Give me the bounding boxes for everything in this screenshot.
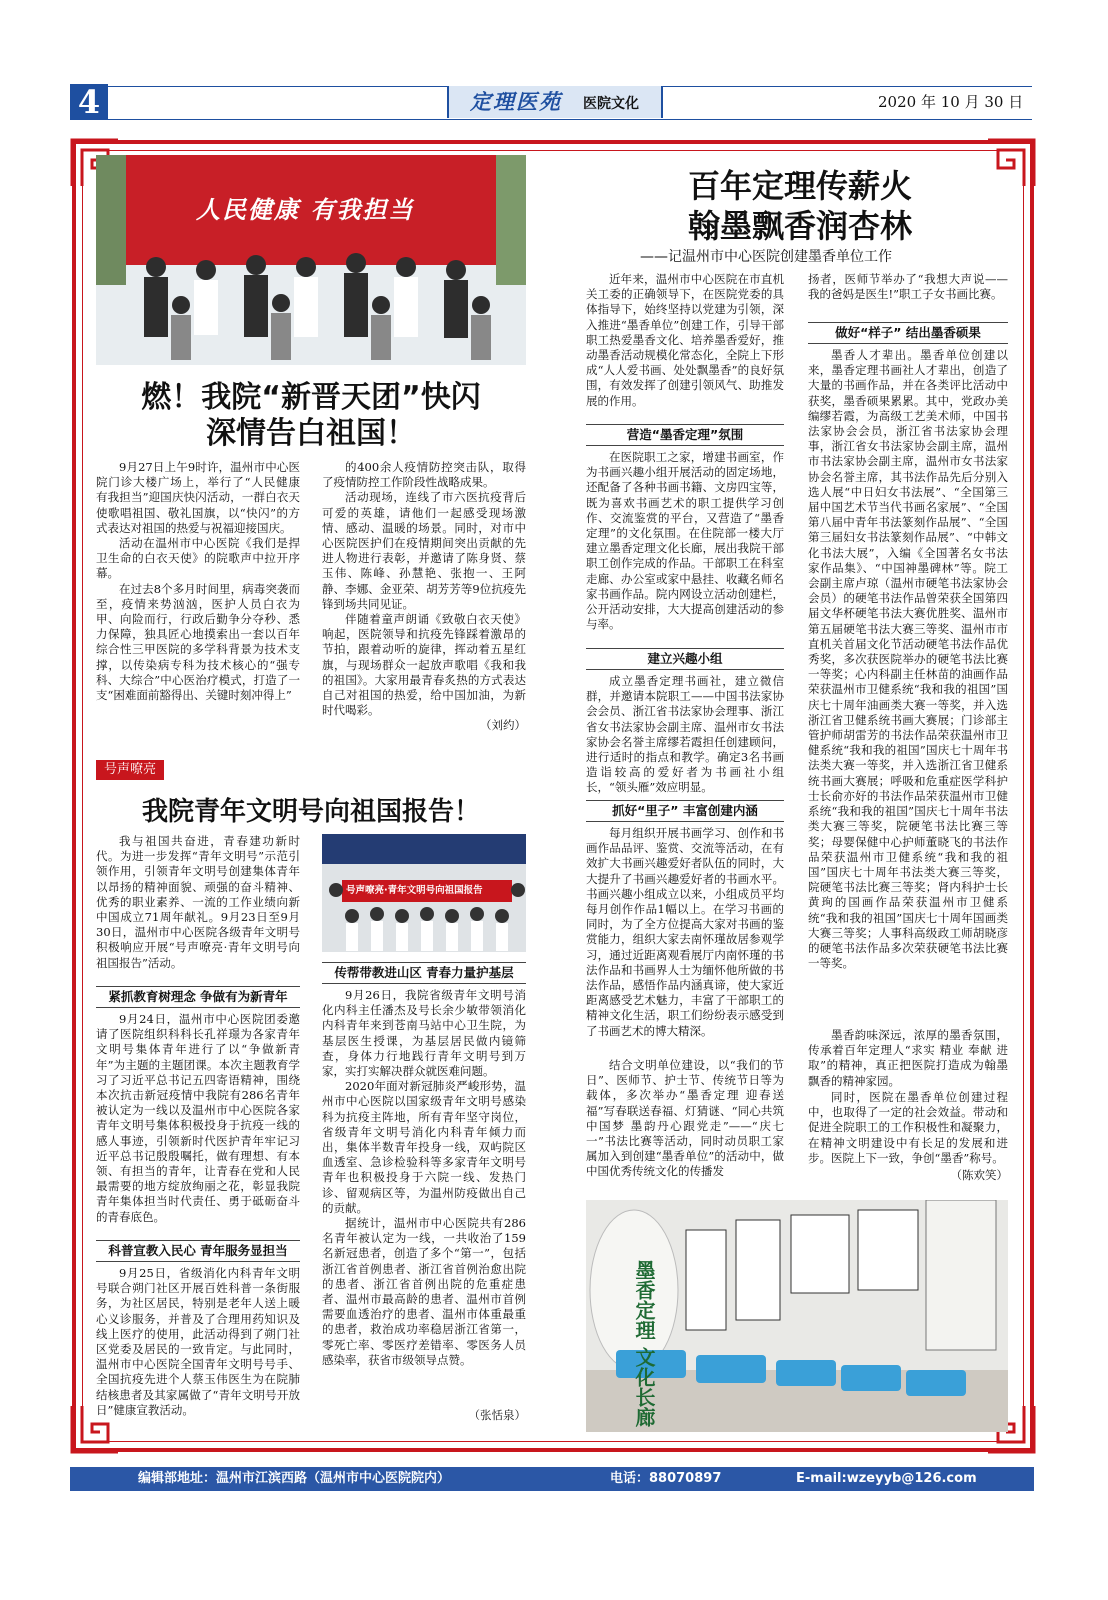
flash-mob-title-1: 燃！我院“新晋天团”快闪 xyxy=(141,380,481,415)
youth-paragraph: 9月24日，温州市中心医院团委邀请了医院组织科科长孔祥璟为各家青年文明号集体青年进行了以“争做新青年”为主题的主题团课。本次主题教育学习了习近平总书记五四寄语精神，围绕本次抗击新冠疫情中我院有286名青年被认定为一线以及温州市中心医院各家青年文明号集体积极投身于抗疫一线的感人事迹，引领新时代医护青年牢记习近平总书记殷殷嘱托，做有理想、有本领、有担当的青年，让青春在党和人民最需要的地方绽放绚丽之花，彰显我院青年集体担当时代责任、勇于砥砺奋斗的青春底色。 xyxy=(96,1012,300,1224)
youth-paragraph: 9月25日，省级消化内科青年文明号联合朔门社区开展百姓科普一条街服务，为社区居民，特别是老年人送上暖心义诊服务，并普及了合理用药知识及线上医疗的使用，此活动得到了朔门社区党委及居民的一致肯定。与此同时，温州市中心医院全国青年文明号号手、全国抗疫先进个人蔡玉伟医生为在院肺结核患者及其家属做了“青年文明号开放日”健康宣教活动。 xyxy=(96,1266,300,1417)
main-subheading: 做好“样子” 结出墨香硕果 xyxy=(808,322,1008,344)
article-paragraph: 2020年面对新冠肺炎严峻形势，温州市中心医院以国家级青年文明号感染科为抗疫主阵地，所有青年坚守岗位，省级青年文明号消化内科青年倾力而出，集体半数青年投身一线，双屿院区血透室、急诊检验科等多家青年文明号青年也积极投身于六院一线、发热门诊、留观病区等，为温州防疫做出自己的贡献。 xyxy=(322,1079,526,1215)
section-name: 医院文化 xyxy=(583,96,639,112)
footer-phone: 电话：88070897 xyxy=(610,1471,722,1486)
flash-mob-illustration xyxy=(96,155,526,365)
corridor-sign-text: 墨香定理 文化长廊 xyxy=(632,1260,656,1427)
main-title-2: 翰墨飘香润杏林 xyxy=(687,207,912,245)
article-paragraph: 活动在温州市中心医院《我们是捍卫生命的白衣天使》的院歌声中拉开序幕。 xyxy=(96,536,300,581)
main-paragraph: 近年来，温州市中心医院在市直机关工委的正确领导下，在医院党委的具体指导下，始终坚持以党建为引领，深入推进“墨香单位”创建工作，引导干部职工热爱墨香文化、培养墨香爱好，推动墨香活动规模化常态化，全院上下形成“人人爱书画、处处飘墨香”的良好氛围，有效发挥了创建引领风气、助推发展的作用。 xyxy=(586,272,784,408)
flash-mob-column-1 xyxy=(96,460,300,732)
article-paragraph: 活动现场，连线了市六医抗疫背后可爱的英雄，请他们一起感受现场激情、感动、温暖的场景。同时，对市中心医院医护们在疫情期间突出贡献的先进人物进行表彰，并邀请了陈身贤、蔡玉伟、陈峰、孙慧艳、张抱一、王阿静、李娜、金亚荣、胡芳芳等9位抗疫先锋到场共同见证。 xyxy=(322,490,526,611)
main-author: （陈欢笑） xyxy=(950,1168,1008,1182)
youth-banner-text: 号声嘹亮·青年文明号向祖国报告 xyxy=(346,885,483,896)
main-subheading: 营造“墨香定理”氛围 xyxy=(586,424,784,446)
youth-column-1 xyxy=(96,986,300,1438)
masthead-brand: 定理医苑 xyxy=(470,89,562,114)
youth-column-2 xyxy=(322,962,526,1438)
article-paragraph: 的400余人疫情防控突击队，取得了疫情防控工作阶段性战略成果。 xyxy=(322,460,526,490)
issue-date: 2020 年 10 月 30 日 xyxy=(878,93,1024,111)
flash-mob-title-2: 深情告白祖国！ xyxy=(206,416,416,451)
photo-banner-text: 人民健康 有我担当 xyxy=(196,195,415,224)
section-tag: 号声嘹亮 xyxy=(96,760,164,780)
article-paragraph: 据统计，温州市中心医院共有286名青年被认定为一线，一共收治了159名新冠患者，创造了多个“第一”，包括浙江省首例患者、浙江省首例治愈出院的患者、浙江省首例出院的危重症患者、温州市最高龄的患者、温州市首例需要血透治疗的患者、温州市体重最重的患者，救治成功率稳居浙江省第一，零死亡率、零医疗差错率、零医务人员感染率，获省市级领导点赞。 xyxy=(322,1216,526,1367)
main-paragraph: 成立墨香定理书画社，建立微信群，并邀请本院职工——中国书法家协会会员、浙江省书法家协会理事、浙江省女书法家协会副主席、温州市女书法家协会名誉主席缪若霞担任创建顾问，进行适时的指点和教学。确定3名书画造诣较高的爱好者为书画社小组长，“领头雁”效应明显。 xyxy=(586,674,784,795)
flash-mob-photo xyxy=(96,155,526,365)
footer-address: 编辑部地址：温州市江滨西路（温州市中心医院院内） xyxy=(138,1471,451,1486)
youth-intro xyxy=(96,834,300,984)
footer-email: E-mail:wzeyyb@126.com xyxy=(796,1471,977,1486)
flash-mob-column-2 xyxy=(322,460,526,718)
main-subheading: 建立兴趣小组 xyxy=(586,648,784,670)
footer-bar xyxy=(70,1467,1034,1491)
main-title-1: 百年定理传薪火 xyxy=(687,167,912,205)
main-paragraph: 扬者，医师节举办了“我想大声说——我的爸妈是医生!”职工子女书画比赛。 xyxy=(808,272,1008,302)
youth-subheading: 科普宣教入民心 青年服务显担当 xyxy=(96,1240,300,1262)
main-paragraph: 在医院职工之家，增建书画室，作为书画兴趣小组开展活动的固定场地，还配备了各种书画书籍、文房四宝等，既为喜欢书画艺术的职工提供学习创作、交流鉴赏的平台，又营造了“墨香定理”的文化氛围。在住院部一楼大厅建立墨香定理文化长廊，展出我院干部职工创作完成的作品。干部职工在科室走廊、办公室或家中悬挂、收藏名师名家书画作品。院内网设立活动创建栏，公开活动安排，大大提高创建活动的参与率。 xyxy=(586,450,784,632)
calligraphy-corridor-photo xyxy=(586,1200,1008,1432)
article-paragraph: 伴随着童声朗诵《致敬白衣天使》响起，医院领导和抗疫先锋踩着激昂的节拍，跟着动听的旋律，挥动着五星红旗，与现场群众一起放声歌唱《我和我的祖国》。大家用最青春炙热的方式表达自己对祖国的热爱，给中国加油，为新时代喝彩。 xyxy=(322,612,526,718)
youth-title: 我院青年文明号向祖国报告！ xyxy=(141,797,480,827)
youth-subheading: 传帮带教进山区 青春力量护基层 xyxy=(322,962,526,984)
main-paragraph: 墨香人才辈出。墨香单位创建以来，墨香定理书画社人才辈出，创造了大量的书画作品，并在各类评比活动中获奖，墨香硕果累累。其中，党政办美编缪若霞，为高级工艺美术师，中国书法家协会会员，浙江省书法家协会理事，浙江省女书法家协会副主席，温州市书法家协会副主席，温州市女书法家协会名誉主席，其书法作品先后分别入选人展“中日妇女书法展”、“全国第三届中国艺术节当代书画名家展”、“全国第八届中青年书法篆刻作品展”、“全国第三届妇女书法篆刻作品展”、“中韩文化书法大展”，入编《全国著名女书法家作品集》、“中国神墨碑林”等。院工会副主席卢琼（温州市硬笔书法家协会会员）的硬笔书法作品曾荣获全国第四届文华杯硬笔书法大赛优胜奖、温州市第五届硬笔书法大赛三等奖、温州市市直机关首届文化节活动硬笔书法作品优秀奖，多次获医院举办的硬笔书法比赛一等奖；心内科副主任林苗的油画作品荣获温州市卫健系统“我和我的祖国”国庆七十周年油画类大赛一等奖，并入选浙江省卫健系统书画大赛展；门诊部主管护师胡雷芳的书法作品荣获温州市卫健系统“我和我的祖国”国庆七十周年书法类大赛一等奖，并入选浙江省卫健系统书画大赛展；呼吸和危重症医学科护士长俞亦好的书法作品荣获温州市卫健系统“我和我的祖国”国庆七十周年书法类大赛三等奖，院硬笔书法比赛三等奖；母婴保健中心护师董晓飞的书法作品荣获温州市卫健系统“我和我的祖国”国庆七十周年书法类大赛三等奖，院硬笔书法比赛三等奖；肾内科护士长黄珣的国画作品荣获温州市卫健系统“我和我的祖国”国庆七十周年国画类大赛三等奖；人事科高级政工师胡晓彦的硬笔书法作品多次荣获硬笔书法比赛一等奖。 xyxy=(808,348,1008,971)
main-paragraph: 墨香韵味深远，浓厚的墨香氛围，传承着百年定理人“求实 精业 奉献 进取”的精神，真正把医院打造成为翰墨飘香的精神家园。 xyxy=(808,1028,1008,1088)
flash-mob-author: （刘约） xyxy=(480,718,526,732)
main-paragraph: 每月组织开展书画学习、创作和书画作品品评、鉴赏、交流等活动，在有效扩大书画兴趣爱好者队伍的同时，大大提升了书画兴趣爱好者的书画水平。书画兴趣小组成立以来，小组成员平均每月创作作品1幅以上。在学习书画的同时，为了全方位提高大家对书画的鉴赏能力，组织大家去南怀瑾故居参观学习，通过近距离观看展厅内南怀瑾的书法作品和书画界人士为缅怀他所做的书法作品，感悟作品内涵真谛，使大家近距离感受艺术魅力，丰富了干部职工的精神文化生活，职工们纷纷表示感受到了书画艺术的博大精深。 xyxy=(586,826,784,1038)
youth-paragraph: 我与祖国共奋进，青春建功新时代。为进一步发挥“青年文明号”示范引领作用，引领青年文明号创建集体青年以昂扬的精神面貌、顽强的奋斗精神、优秀的职业素养、一流的工作业绩向新中国成立71周年献礼。9月23日至9月30日，温州市中心医院各级青年文明号积极响应开展“号声嘹亮·青年文明号向祖国报告”活动。 xyxy=(96,834,300,970)
youth-author: （张恬泉） xyxy=(468,1408,526,1422)
main-subtitle: ——记温州市中心医院创建墨香单位工作 xyxy=(640,249,892,265)
main-paragraph: 结合文明单位建设，以“我们的节日”、医师节、护士节、传统节日等为载体，多次举办“墨香定理 迎春送福”写春联送春福、灯猜谜、“同心共筑中国梦 墨韵丹心跟党走”——“庆七一”书法比赛等活动，同时动员职工家属加入到创建“墨香单位”的活动中，做中国优秀传统文化的传播发 xyxy=(586,1058,784,1178)
article-paragraph: 9月27日上午9时许，温州市中心医院门诊大楼广场上，举行了“人民健康 有我担当”迎国庆快闪活动，一群白衣天使歌唱祖国、敬礼国旗，以“快闪”的方式表达对祖国的热爱与祝福迎接国庆。 xyxy=(96,460,300,535)
main-column-2 xyxy=(808,272,1008,1188)
page-number: 4 xyxy=(70,84,108,120)
article-paragraph: 在过去8个多月时间里，病毒突袭而至，疫情来势汹汹，医护人员白衣为甲、向险而行，行政后勤争分夺秒、悉力保障，独具匠心地摸索出一套以百年综合性三甲医院的多学科背景为技术支撑，以传染病专科为技术核心的“强专科、大综合”中心医治疗模式，打造了一支“困难面前豁得出、关键时刻冲得上” xyxy=(96,581,300,703)
youth-subheading: 紧抓教育树理念 争做有为新青年 xyxy=(96,986,300,1008)
article-paragraph: 9月26日，我院省级青年文明号消化内科主任潘杰及号长余少敏带领消化内科青年来到苍南马站中心卫生院，为基层医生授课，为基层居民做内镜筛查，身体力行地践行青年文明号到万家，实打实解决群众就医难问题。 xyxy=(322,988,526,1079)
main-paragraph: 同时，医院在墨香单位创建过程中，也取得了一定的社会效益。带动和促进全院职工的工作积极性和凝聚力，在精神文明建设中有长足的发展和进步。医院上下一致，争创“墨香”称号。 xyxy=(808,1090,1008,1165)
main-subheading: 抓好“里子” 丰富创建内涵 xyxy=(586,800,784,822)
youth-group-photo xyxy=(322,834,526,952)
